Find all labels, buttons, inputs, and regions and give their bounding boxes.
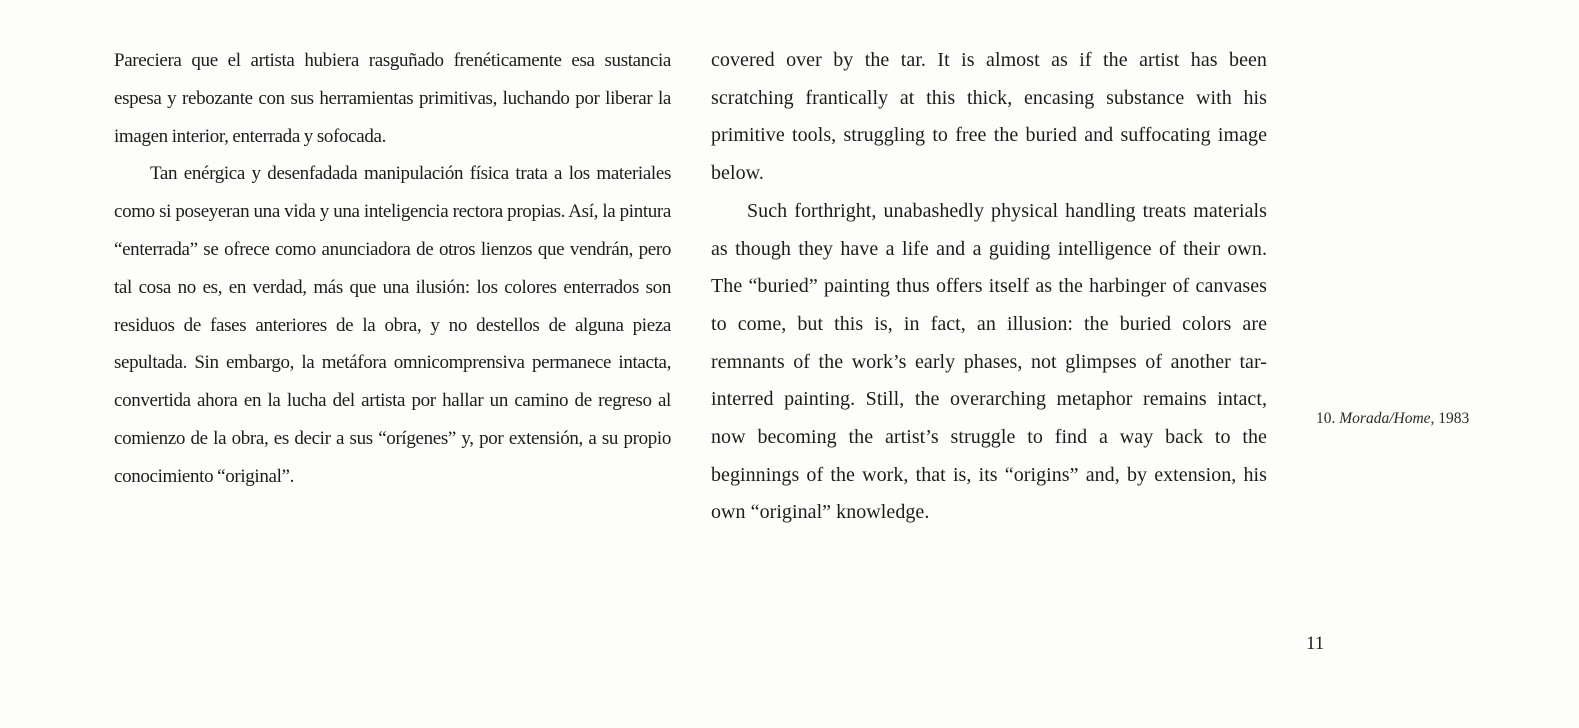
english-paragraph-1: covered over by the tar. It is almost as if the artist has been scratching frantically at this thick, encasing substance with his primitive tools, struggling to free the buried and suffocating image below.	[711, 49, 1267, 185]
caption-number: 10.	[1316, 410, 1336, 427]
spanish-paragraph-1: Pareciera que el artista hubiera rasguñado frenéticamente esa sustancia espesa y rebozante con sus herramientas primitivas, luchando por liberar la imagen interior, enterrada y sofocada.	[114, 50, 671, 147]
english-paragraph-2: Such forthright, unabashedly physical handling treats materials as though they have a life and a guiding intelligence of their own. The “buried” painting thus offers itself as the harbinger of canvases to come, but this is, in fact, an illusion: the buried colors are remnants of the work’s early phases, not glimpses of another tar-interred painting. Still, the overarching metaphor remains intact, now becoming the artist’s struggle to find a way back to the beginnings of the work, that is, its “origins” and, by extension, his own “original” knowledge.	[711, 199, 1267, 524]
figure-caption	[1316, 410, 1469, 428]
english-text-column	[711, 42, 1267, 532]
caption-year: , 1983	[1430, 410, 1470, 427]
caption-title: Morada/Home	[1339, 410, 1431, 427]
page-number: 11	[1306, 633, 1325, 654]
spanish-text-column	[114, 42, 671, 496]
spanish-paragraph-2: Tan enérgica y desenfadada manipulación física trata a los materiales como si poseyeran una vida y una inteligencia rectora propias. Así, la pintura “enterrada” se ofrece como anunciadora de otros lienzos que vendrán, pero tal cosa no es, en verdad, más que una ilusión: los colores enterrados son residuos de fases anteriores de la obra, y no destellos de alguna pieza sepultada. Sin embargo, la metáfora omnicomprensiva permanece intacta, convertida ahora en la lucha del artista por hallar un camino de regreso al comienzo de la obra, es decir a sus “orígenes” y, por extensión, a su propio conocimiento “original”.	[114, 163, 671, 487]
